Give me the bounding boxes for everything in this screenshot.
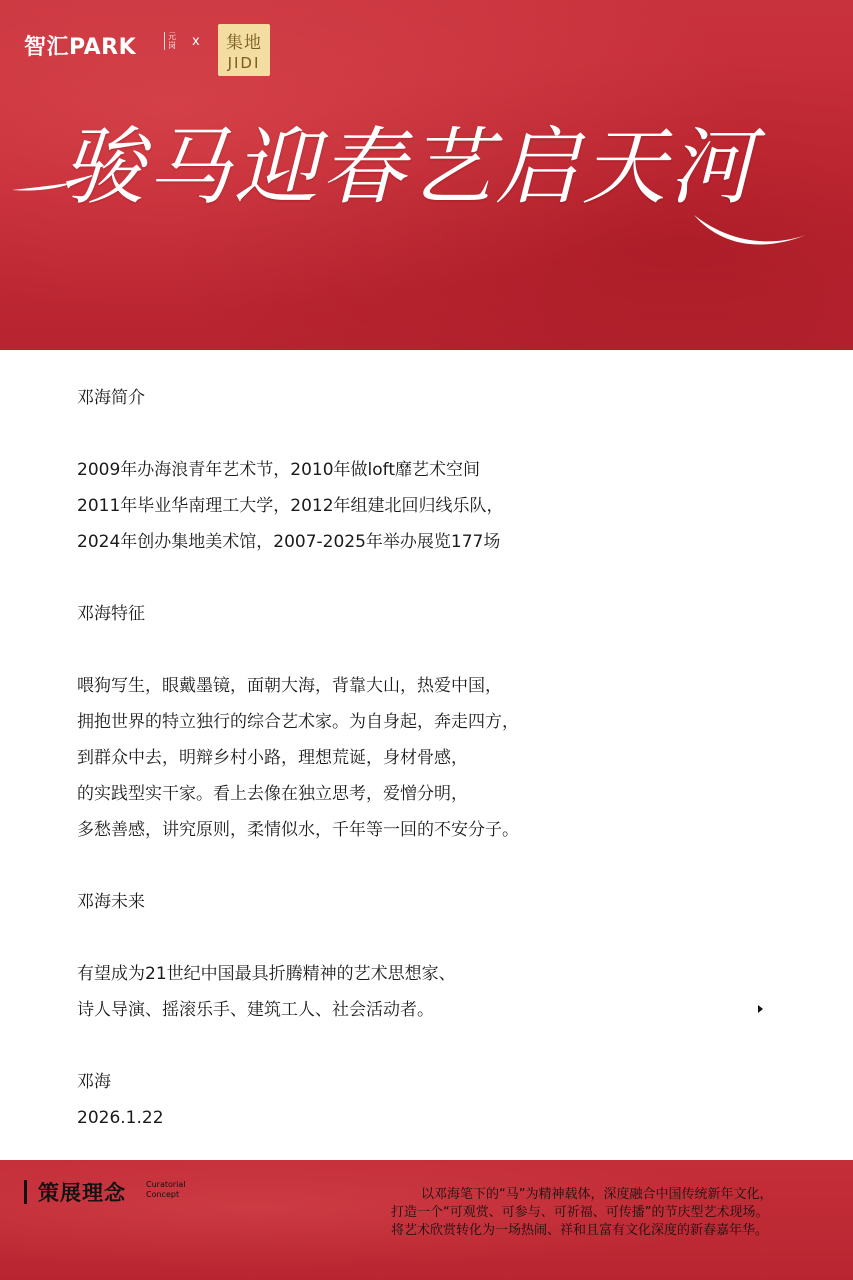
footer-accent-bar (24, 1180, 27, 1204)
footer-line: 以邓海笔下的“马”为精神载体，深度融合中国传统新年文化， (421, 1187, 773, 1202)
bio-line: 2024年创办集地美术馆，2007-2025年举办展览177场 (77, 532, 501, 552)
traits-line: 拥抱世界的特立独行的综合艺术家。为自身起，奔走四方， (77, 712, 519, 732)
traits-heading: 邓海特征 (77, 604, 145, 624)
zhihui-park-sub-label: 元岗 (164, 32, 178, 50)
footer-line: 打造一个“可观赏、可参与、可祈福、可传播”的节庆型艺术现场。 (391, 1205, 769, 1220)
play-arrow-icon (758, 1005, 763, 1013)
article-body (77, 380, 797, 1136)
future-line: 诗人导演、摇滚乐手、建筑工人、社会活动者。 (77, 1000, 434, 1020)
bio-line: 2011年毕业华南理工大学，2012年组建北回归线乐队， (77, 496, 504, 516)
jidi-logo-en: JIDI (227, 54, 261, 72)
traits-line: 喂狗写生，眼戴墨镜，面朝大海，背靠大山，热爱中国， (77, 676, 502, 696)
footer-title-en: Curatorial Concept (146, 1180, 186, 1199)
jidi-logo-cn: 集地 (226, 33, 262, 53)
traits-line: 到群众中去，明辩乡村小路，理想荒诞，身材骨感， (77, 748, 468, 768)
traits-line: 的实践型实干家。看上去像在独立思考，爱憎分明， (77, 784, 468, 804)
traits-line: 多愁善感，讲究原则，柔情似水，千年等一回的不安分子。 (77, 820, 519, 840)
footer-line: 将艺术欣赏转化为一场热闹、祥和且富有文化深度的新春嘉年华。 (391, 1223, 769, 1238)
signature-date: 2026.1.22 (77, 1108, 164, 1128)
headline-swash-right-icon (690, 205, 810, 255)
jidi-logo (218, 24, 270, 76)
bio-heading: 邓海简介 (77, 388, 145, 408)
signature-name: 邓海 (77, 1072, 111, 1092)
collab-separator: x (192, 34, 200, 49)
headline: 骏马迎春艺启天河 (60, 118, 757, 216)
header-banner (0, 0, 853, 350)
future-heading: 邓海未来 (77, 892, 145, 912)
bio-line: 2009年办海浪青年艺术节，2010年做loft靡艺术空间 (77, 460, 481, 480)
curatorial-footer (0, 1160, 853, 1280)
zhihui-park-logo: 智汇PARK (24, 35, 137, 60)
footer-text (391, 1186, 831, 1240)
footer-title: 策展理念 (38, 1181, 126, 1205)
future-line: 有望成为21世纪中国最具折腾精神的艺术思想家、 (77, 964, 456, 984)
